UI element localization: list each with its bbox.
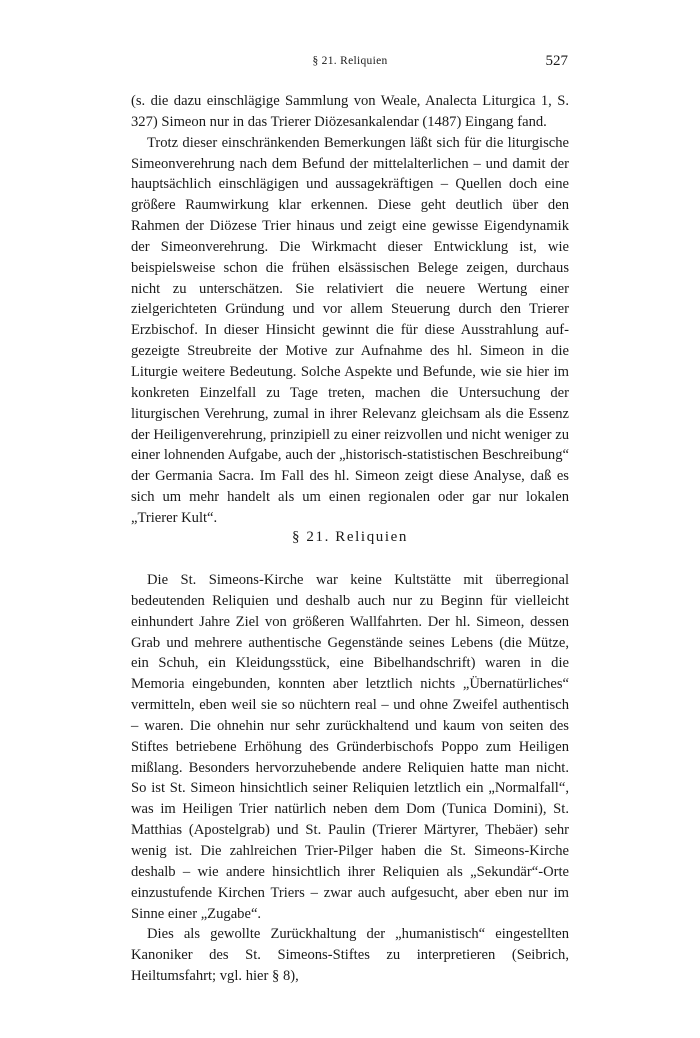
paragraph: (s. die dazu einschlägige Sammlung von Weale, Analecta Liturgica 1, S. 327) Simeon nur in das Trierer Diözesankalendar (1487) Eingang fand. xyxy=(131,93,569,130)
section-heading: § 21. Reliquien xyxy=(291,529,409,545)
page-number: 527 xyxy=(545,53,568,69)
paragraph: Die St. Simeons-Kirche war keine Kultstätte mit überregional bedeutenden Reliquien und deshalb auch nur zu Beginn für vielleicht einhundert Jahre Ziel von größeren Wallfahrten. Der hl. Simeon, dessen Grab und mehrere authentische Gegenstände seines Lebens (die Mütze, ein Schuh, ein Kleidungsstück, eine Bibelhandschrift) waren in die Memoria eingebunden, konnten aber letztlich nichts „Übernatürliches“ vermitteln, eben weil sie so nüchtern real – und ohne Zweifel authentisch – waren. Die ohnehin nur sehr zurückhaltend und kaum von seiten des Stiftes betriebene Erhöhung des Gründerbischofs Poppo zum Heiligen mißlang. Besonders hervorzuhebende andere Reliquien hatte man nicht. So ist St. Simeon hinsichtlich seiner Reliquien letztlich ein „Normalfall“, was im Heiligen Trier natürlich neben dem Dom (Tunica Domini), St. Matthias (Apostelgrab) und St. Paulin (Trierer Märtyrer, Thebäer) sehr wenig ist. Die zahlreichen Trier-Pilger haben die St. Simeons-Kirche deshalb – wie andere hinsichtlich ihrer Reliquien als „Sekundär“-Orte einzustufende Kirchen Triers – zwar auch aufgesucht, aber eben nur im Sinne einer „Zugabe“. xyxy=(131,572,569,922)
running-title: § 21. Reliquien xyxy=(312,55,388,67)
text-block-before-section xyxy=(131,91,569,529)
paragraph: Trotz dieser einschränkenden Bemerkungen läßt sich für die liturgische Simeonverehrung nach dem Befund der mittelalterlichen – und damit der hauptsächlich einschlägigen und aussagekräftigen – Quellen doch eine größere Raumwirkung klar erkennen. Diese geht deutlich über den Rahmen der Diözese Trier hinaus und zeigt eine gewisse Eigendynamik der Simeonverehrung. Die Wirkmacht dieser Entwicklung ist, wie beispielsweise schon die frühen elsässischen Belege zeigen, durchaus nicht zu unterschätzen. Sie relativiert die neuere Wertung einer zielgerichteten Gründung und vor allem Steuerung durch den Trierer Erzbischof. In dieser Hinsicht gewinnt die für diese Ausstrahlung aufgezeigte Streubreite der Motive zur Aufnahme des hl. Simeon in die Liturgie weitere Bedeutung. Solche Aspekte und Befunde, wie sie hier im konkreten Einzelfall zu Tage treten, machen die Untersuchung der liturgischen Verehrung, zumal in ihrer Relevanz gleichsam als die Essenz der Heiligenverehrung, prinzipiell zu einer reizvollen und nicht weniger zu einer lohnenden Aufgabe, auch der „historisch-statistischen Beschreibung“ der Germania Sacra. Im Fall des hl. Simeon zeigt diese Analyse, daß es sich um mehr handelt als um einen regionalen oder gar nur lokalen „Trierer Kult“. xyxy=(131,134,569,526)
paragraph: Dies als gewollte Zurückhaltung der „humanistisch“ eingestellten Kanoniker des St. Simeons-Stiftes zu interpretieren (Seibrich, Heiltumsfahrt; vgl. hier § 8), xyxy=(131,926,569,985)
text-block-after-section xyxy=(131,570,569,987)
running-head xyxy=(0,53,700,71)
